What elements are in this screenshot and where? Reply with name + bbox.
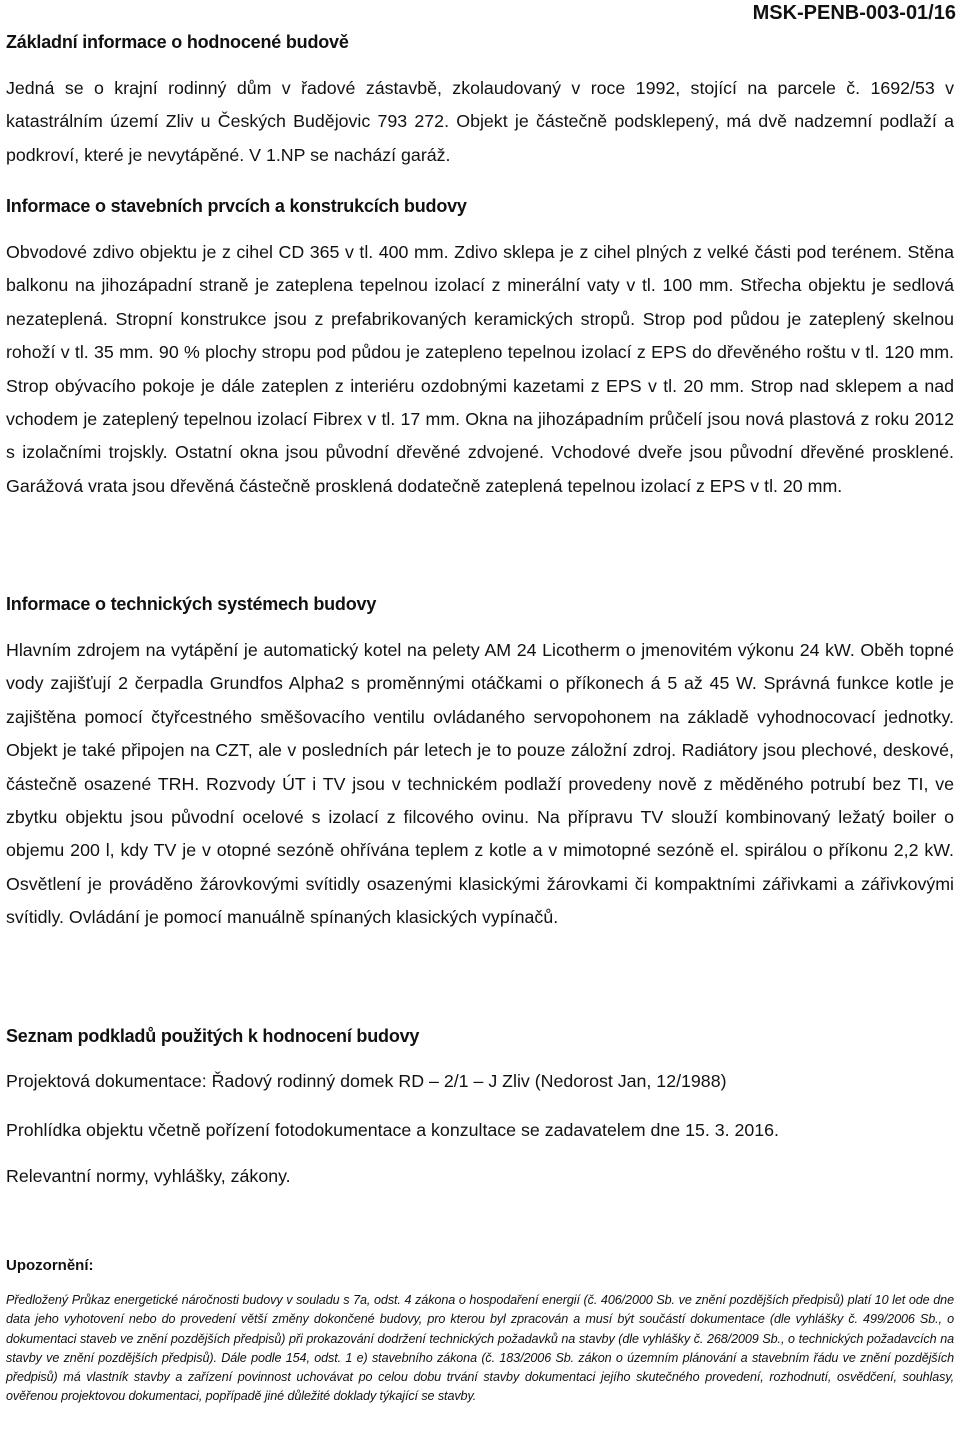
construction-heading: Informace o stavebních prvcích a konstrukcích budovy <box>6 196 467 216</box>
page-title: Základní informace o hodnocené budově <box>6 32 349 52</box>
warning-heading: Upozornění: <box>6 1257 94 1274</box>
technical-heading: Informace o technických systémech budovy <box>6 594 377 614</box>
sources-heading: Seznam podkladů použitých k hodnocení budovy <box>6 1026 420 1046</box>
source-item: Relevantní normy, vyhlášky, zákony. <box>6 1166 291 1186</box>
source-item: Prohlídka objektu včetně pořízení fotodokumentace a konzultace se zadavatelem dne 15. 3. 2016. <box>6 1120 779 1140</box>
warning-paragraph: Předložený Průkaz energetické náročnosti budovy v souladu s 7a, odst. 4 zákona o hospodaření energií (č. 406/2000 Sb. ve znění pozdějších předpisů) platí 10 let ode dne data jeho vyhotovení nebo do provedení větší změny dokončené budovy, pro kterou byl zpracován a musí být součástí dokumentace (dle vyhlášky č. 499/2006 Sb., o dokumentaci staveb ve znění pozdějších předpisů) při prokazování dodržení technických požadavků na stavby (dle vyhlášky č. 268/2009 Sb., o technických požadavcích na stavby ve znění pozdějších předpisů). Dále podle 154, odst. 1 e) stavebního zákona (č. 183/2006 Sb. zákon o územním plánování a stavebním řádu ve znění pozdějších předpisů) má vlastník stavby a zařízení povinnost uchovávat po celou dobu trvání stavby dokumentaci jejího skutečného provedení, rozhodnutí, osvědčení, souhlasy, ověřenou projektovou dokumentaci, popřípadě jiné důležité doklady týkající se stavby. <box>6 1293 954 1404</box>
construction-paragraph: Obvodové zdivo objektu je z cihel CD 365 v tl. 400 mm. Zdivo sklepa je z cihel plných z velké části pod terénem. Stěna balkonu na jihozápadní straně je zateplena tepelnou izolací z minerální vaty v tl. 100 mm. Střecha objektu je sedlová nezateplená. Stropní konstrukce jsou z prefabrikovaných keramických stropů. Strop pod půdou je zateplený skelnou rohoží v tl. 35 mm. 90 % plochy stropu pod půdou je zatepleno tepelnou izolací z EPS do dřevěného roštu v tl. 120 mm. Strop obývacího pokoje je dále zateplen z interiéru ozdobnými kazetami z EPS v tl. 20 mm. Strop nad sklepem a nad vchodem je zateplený tepelnou izolací Fibrex v tl. 17 mm. Okna na jihozápadním průčelí jsou nová plastová z roku 2012 s izolačními trojskly. Ostatní okna jsou původní dřevěné zdvojené. Vchodové dveře jsou původní dřevěné prosklené. Garážová vrata jsou dřevěná částečně prosklená dodatečně zateplená tepelnou izolací z EPS v tl. 20 mm. <box>6 242 954 496</box>
basic-info-paragraph: Jedná se o krajní rodinný dům v řadové zástavbě, zkolaudovaný v roce 1992, stojící na parcele č. 1692/53 v katastrálním území Zliv u Českých Budějovic 793 272. Objekt je částečně podsklepený, má dvě nadzemní podlaží a podkroví, které je nevytápěné. V 1.NP se nachází garáž. <box>6 78 954 165</box>
technical-paragraph: Hlavním zdrojem na vytápění je automatický kotel na pelety AM 24 Licotherm o jmenovitém výkonu 24 kW. Oběh topné vody zajišťují 2 čerpadla Grundfos Alpha2 s proměnnými otáčkami o příkonech á 5 až 45 W. Správná funkce kotle je zajištěna pomocí čtyřcestného směšovacího ventilu ovládaného servopohonem na základě vyhodnocovací jednotky. Objekt je také připojen na CZT, ale v posledních pár letech je to pouze záložní zdroj. Radiátory jsou plechové, deskové, částečně osazené TRH. Rozvody ÚT i TV jsou v technickém podlaží provedeny nově z měděného potrubí bez TI, ve zbytku objektu jsou původní ocelové s izolací z filcového ovinu. Na přípravu TV slouží kombinovaný ležatý boiler o objemu 200 l, kdy TV je v otopné sezóně ohřívána teplem z kotle a v mimotopné sezóně el. spirálou o příkonu 2,2 kW. Osvětlení je prováděno žárovkovými svítidly osazenými klasickými žárovkami či kompaktními zářivkami a zářivkovými svítidly. Ovládání je pomocí manuálně spínaných klasických vypínačů. <box>6 640 954 928</box>
document-code: MSK-PENB-003-01/16 <box>752 2 956 24</box>
source-item: Projektová dokumentace: Řadový rodinný domek RD – 2/1 – J Zliv (Nedorost Jan, 12/1988) <box>6 1071 727 1091</box>
